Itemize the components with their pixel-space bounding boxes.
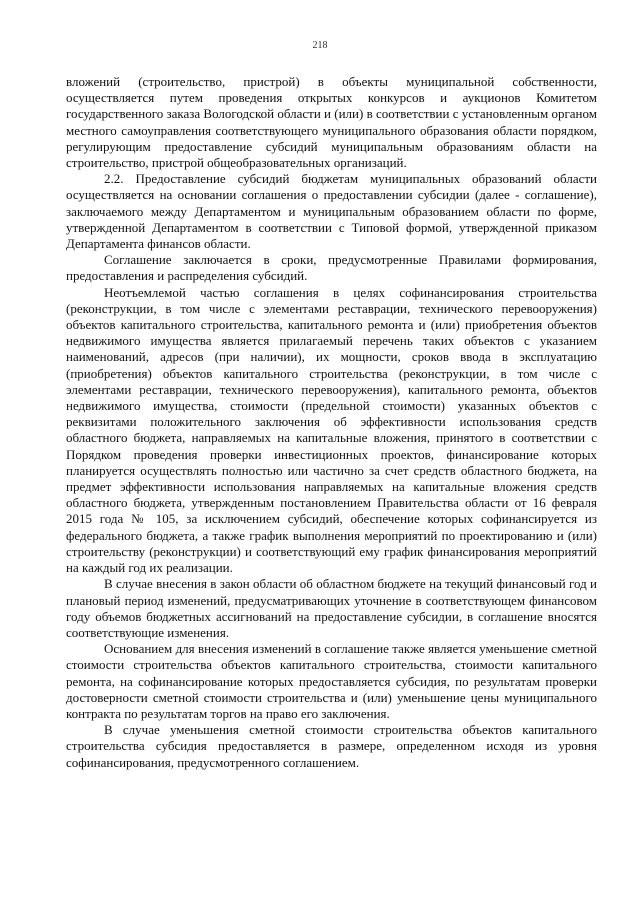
paragraph-integral-part: Неотъемлемой частью соглашения в целях софинансирования строительства (реконструкции, в том числе с элементами реставрации, технического перевооружения) объектов капитального строительства, капитального ремонта и (или) приобретения объектов недвижимого имущества является прилагаемый перечень таких объектов с указанием наименований, адресов (при наличии), их мощности, сроков ввода в эксплуатацию (приобретения) объектов капитального строительства (реконструкции, в том числе с элементами реставрации, технического перевооружения), капитального ремонта, объектов недвижимого имущества, стоимости (предельной стоимости) указанных объектов с реквизитами положительного заключения об эффективности использования средств областного бюджета, направляемых на капитальные вложения, принятого в соответствии с Порядком проведения проверки инвестиционных проектов, финансирование которых планируется осуществлять полностью или частично за счет средств областного бюджета, на предмет эффективности использования направляемых на капитальные вложения средств областного бюджета, утвержденным постановлением Правительства области от 16 февраля 2015 года № 105, за исключением субсидий, обеспечение которых софинансируется из федерального бюджета, а также график выполнения мероприятий по проектированию и (или) строительству (реконструкции) и соответствующий ему график финансирования мероприятий на каждый год их реализации. — [66, 284, 597, 576]
paragraph-budget-changes: В случае внесения в закон области об областном бюджете на текущий финансовый год и плановый период изменений, предусматривающих уточнение в соответствующем финансовом году объемов бюджетных ассигнований на предоставление субсидии, в соглашение вносятся соответствующие изменения. — [66, 576, 597, 640]
paragraph-cost-reduction: В случае уменьшения сметной стоимости строительства объектов капитального строительства субсидия предоставляется в размере, определенном исходя из уровня софинансирования, предусмотренного соглашением. — [66, 722, 597, 770]
paragraph-continuation: вложений (строительство, пристрой) в объекты муниципальной собственности, осуществляется путем проведения открытых конкурсов и аукционов Комитетом государственного заказа Вологодской области и (или) в соответствии с установленным органом местного самоуправления соответствующего муниципального образования области порядком, регулирующим предоставление субсидий муниципальным образованиям области на строительство, пристрой общеобразовательных организаций. — [66, 74, 597, 171]
document-body — [66, 74, 597, 771]
paragraph-grounds-for-changes: Основанием для внесения изменений в соглашение также является уменьшение сметной стоимости строительства объектов капитального строительства, стоимости капитального ремонта, на софинансирование которых предоставляется субсидия, по результатам проверки достоверности сметной стоимости строительства и (или) уменьшение цены муниципального контракта по результатам торгов на право его заключения. — [66, 641, 597, 721]
paragraph-2-2: 2.2. Предоставление субсидий бюджетам муниципальных образований области осуществляется на основании соглашения о предоставлении субсидии (далее - соглашение), заключаемого между Департаментом и муниципальным образованием области по форме, утвержденной Департаментом в соответствии с Типовой формой, утвержденной приказом Департамента финансов области. — [66, 171, 597, 252]
page-number: 218 — [312, 40, 328, 51]
paragraph-agreement-terms: Соглашение заключается в сроки, предусмотренные Правилами формирования, предоставления и распределения субсидий. — [66, 252, 597, 284]
